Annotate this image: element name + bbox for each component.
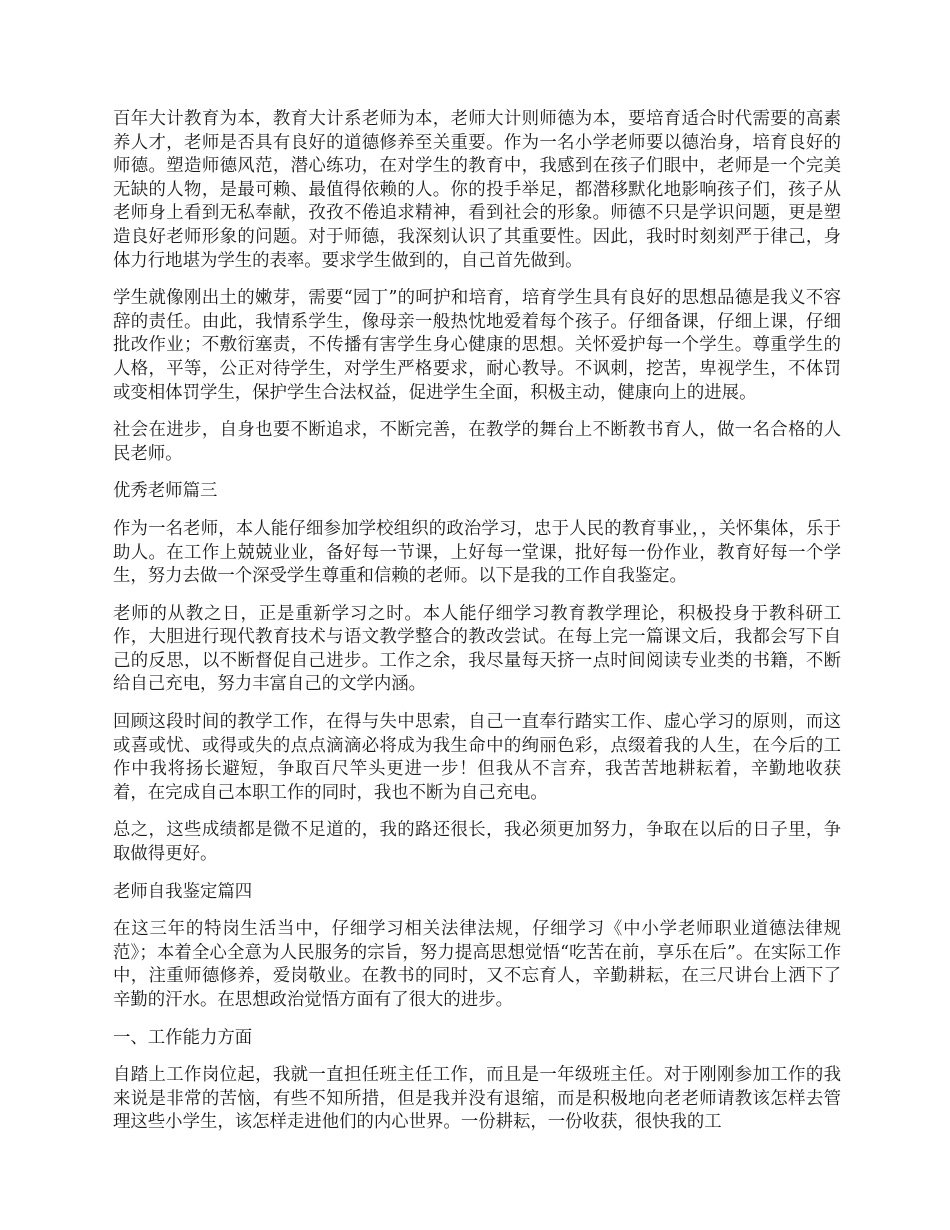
paragraph-society-progress: 社会在进步，自身也要不断追求，不断完善，在教学的舞台上不断教书育人，做一名合格的人民老师。 <box>113 420 841 464</box>
paragraph-review: 回顾这段时间的教学工作，在得与失中思索，自己一直奉行踏实工作、虚心学习的原则，而这或喜或忧、或得或失的点点滴滴必将成为我生命中的绚丽色彩，点缀着我的人生，在今后的工作中我将扬长避短，争取百尺竿头更进一步！但我从不言弃，我苦苦地耕耘着，辛勤地收获着，在完成自己本职工作的同时，我也不断为自己充电。 <box>113 712 841 803</box>
paragraph-conclusion: 总之，这些成绩都是微不足道的，我的路还很长，我必须更加努力，争取在以后的日子里，争取做得更好。 <box>113 820 841 865</box>
document-page <box>113 108 841 1149</box>
section-heading-part-three: 优秀老师篇三 <box>113 481 218 502</box>
paragraph-three-years: 在这三年的特岗生活当中，仔细学习相关法律法规，仔细学习《中小学老师职业道德法律规范》；本着全心全意为人民服务的宗旨，努力提高思想觉悟“吃苦在前，享乐在后”。在实际工作中，注重师德修养，爱岗敬业。在教书的同时，又不忘育人，辛勤耕耘，在三尺讲台上洒下了辛勤的汗水。在思想政治觉悟方面有了很大的进步。 <box>113 919 841 1010</box>
paragraph-class-teacher: 自踏上工作岗位起，我就一直担任班主任工作，而且是一年级班主任。对于刚刚参加工作的我来说是非常的苦恼，有些不知所措，但是我并没有退缩，而是积极地向老老师请教该怎样去管理这些小学生，该怎样走进他们的内心世界。一份耕耘，一份收获，很快我的工 <box>113 1065 841 1133</box>
paragraph-teacher-ethics: 百年大计教育为本，教育大计系老师为本，老师大计则师德为本，要培育适合时代需要的高素养人才，老师是否具有良好的道德修养至关重要。作为一名小学老师要以德治身，培育良好的师德。塑造师德风范，潜心练功，在对学生的教育中，我感到在孩子们眼中，老师是一个完美无缺的人物，是最可赖、最值得依赖的人。你的投手举足，都潜移默化地影响孩子们，孩子从老师身上看到无私奉献，孜孜不倦追求精神，看到社会的形象。师德不只是学识问题，更是塑造良好老师形象的问题。对于师德，我深刻认识了其重要性。因此，我时时刻刻严于律己，身体力行地堪为学生的表率。要求学生做到的，自己首先做到。 <box>113 109 841 271</box>
section-heading-part-four: 老师自我鉴定篇四 <box>113 881 253 902</box>
paragraph-caring-students: 学生就像刚出土的嫩芽，需要“园丁”的呵护和培育，培育学生具有良好的思想品德是我义不容辞的责任。由此，我情系学生，像母亲一般热忱地爱着每个孩子。仔细备课，仔细上课，仔细批改作业；不敷衍塞责，不传播有害学生身心健康的思想。关怀爱护每一个学生。尊重学生的人格，平等，公正对待学生，对学生严格要求，耐心教导。不讽刺，挖苦，卑视学生，不体罚或变相体罚学生，保护学生合法权益，促进学生全面，积极主动，健康向上的进展。 <box>113 288 841 403</box>
subheading-work-ability: 一、工作能力方面 <box>113 1027 253 1048</box>
paragraph-political-study: 作为一名老师，本人能仔细参加学校组织的政治学习，忠于人民的教育事业，，关怀集体，乐于助人。在工作上兢兢业业，备好每一节课，上好每一堂课，批好每一份作业，教育好每一个学生，努力去做一个深受学生尊重和信赖的老师。以下是我的工作自我鉴定。 <box>113 518 841 587</box>
paragraph-relearning: 老师的从教之日，正是重新学习之时。本人能仔细学习教育教学理论，积极投身于教科研工作，大胆进行现代教育技术与语文教学整合的教改尝试。在每上完一篇课文后，我都会写下自己的反思，以不断督促自己进步。工作之余，我尽量每天挤一点时间阅读专业类的书籍，不断给自己充电，努力丰富自己的文学内涵。 <box>113 603 841 695</box>
